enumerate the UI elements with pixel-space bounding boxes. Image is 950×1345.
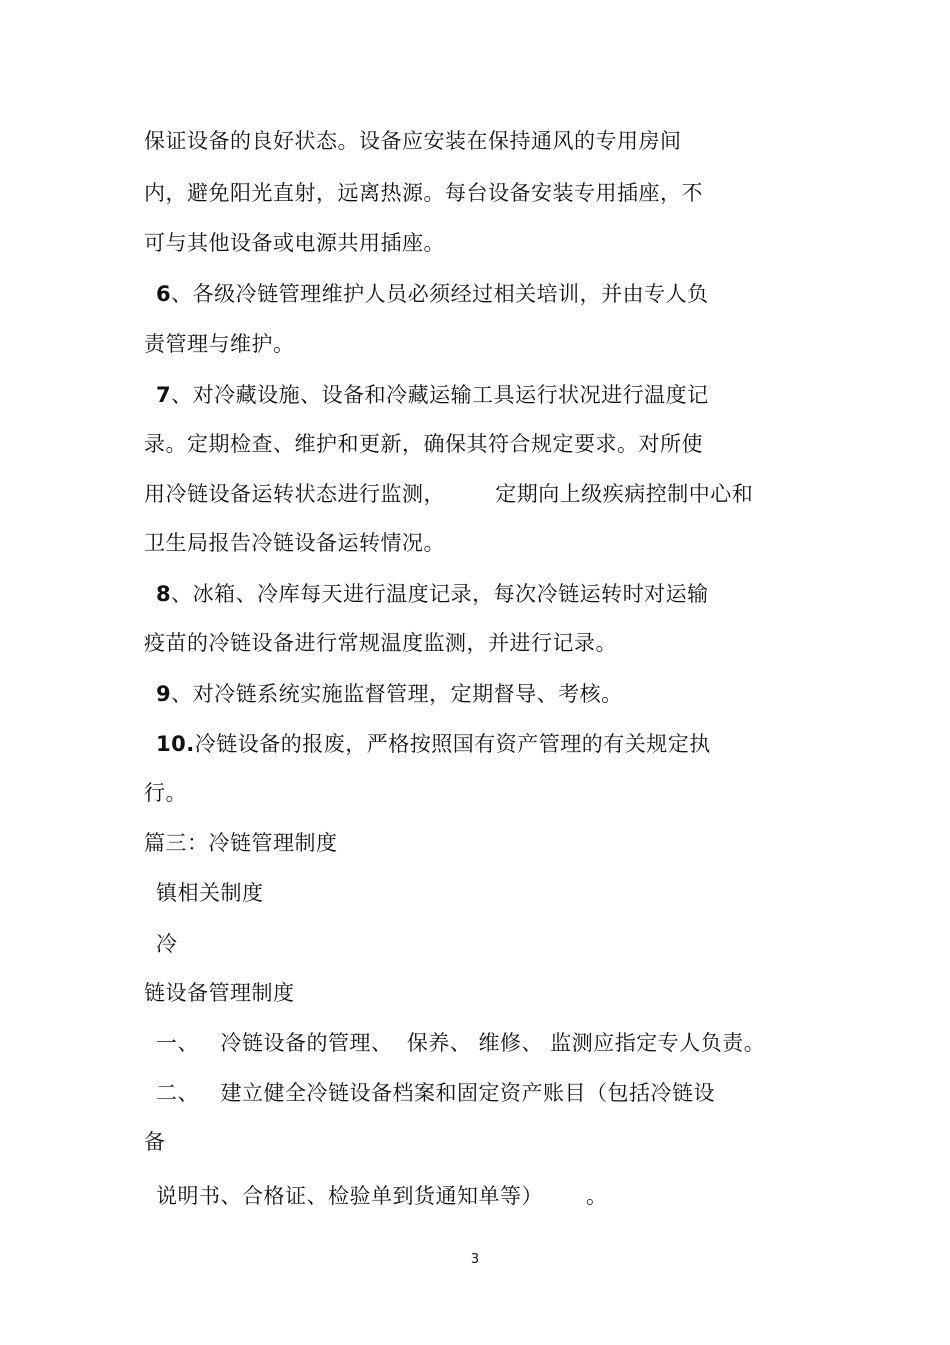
page-number: 3 [470, 1252, 480, 1267]
list-item-1: 一、 冷链设备的管理、 保养、 维修、 监测应指定专人负责。 [156, 1031, 766, 1055]
paragraph-7-line-3: 用冷链设备运转状态进行监测， 定期向上级疾病控制中心和 [144, 482, 754, 506]
paragraph-10-line-2: 行。 [144, 781, 187, 805]
paragraph-9-text-1: 、对冷链系统实施监督管理，定期督导、考核。 [171, 682, 623, 706]
paragraph-9-line-1 [156, 681, 623, 707]
paragraph-8-line-2: 疫苗的冷链设备进行常规温度监测，并进行记录。 [144, 631, 617, 655]
paragraph-10-text-1: 冷链设备的报废，严格按照国有资产管理的有关规定执 [194, 732, 711, 756]
paragraph-5-line-1: 保证设备的良好状态。设备应安装在保持通风的专用房间 [144, 129, 682, 153]
section-heading: 篇三：冷链管理制度 [144, 831, 338, 855]
paragraph-8-line-1 [156, 581, 709, 607]
paragraph-5-line-2: 内，避免阳光直射，远离热源。每台设备安装专用插座，不 [144, 181, 703, 205]
paragraph-6-line-1 [156, 281, 709, 307]
paragraph-6-text-1: 、各级冷链管理维护人员必须经过相关培训，并由专人负 [171, 282, 709, 306]
paragraph-7-line-2: 录。定期检查、维护和更新，确保其符合规定要求。对所使 [144, 432, 703, 456]
list-item-2-line-3: 说明书、合格证、检验单到货通知单等） 。 [156, 1184, 608, 1208]
section-subheading-3: 链设备管理制度 [144, 981, 295, 1005]
paragraph-7-line-1 [156, 382, 709, 408]
paragraph-6-line-2: 责管理与维护。 [144, 332, 295, 356]
item-number-8: 8 [156, 582, 172, 606]
list-item-2-line-2: 备 [144, 1130, 166, 1154]
paragraph-10-line-1 [156, 731, 711, 757]
paragraph-5-line-3: 可与其他设备或电源共用插座。 [144, 231, 445, 255]
paragraph-7-line-4: 卫生局报告冷链设备运转情况。 [144, 531, 445, 555]
list-item-2-line-1: 二、 建立健全冷链设备档案和固定资产账目（包括冷链设 [156, 1081, 716, 1105]
section-subheading-1: 镇相关制度 [156, 881, 264, 905]
section-subheading-2: 冷 [156, 932, 178, 956]
paragraph-8-text-1: 、冰箱、冷库每天进行温度记录，每次冷链运转时对运输 [171, 582, 709, 606]
item-number-7: 7 [156, 383, 172, 407]
item-number-6: 6 [156, 282, 172, 306]
item-number-9: 9 [156, 682, 172, 706]
paragraph-7-text-1: 、对冷藏设施、设备和冷藏运输工具运行状况进行温度记 [171, 383, 709, 407]
item-number-10: 10. [156, 732, 195, 756]
